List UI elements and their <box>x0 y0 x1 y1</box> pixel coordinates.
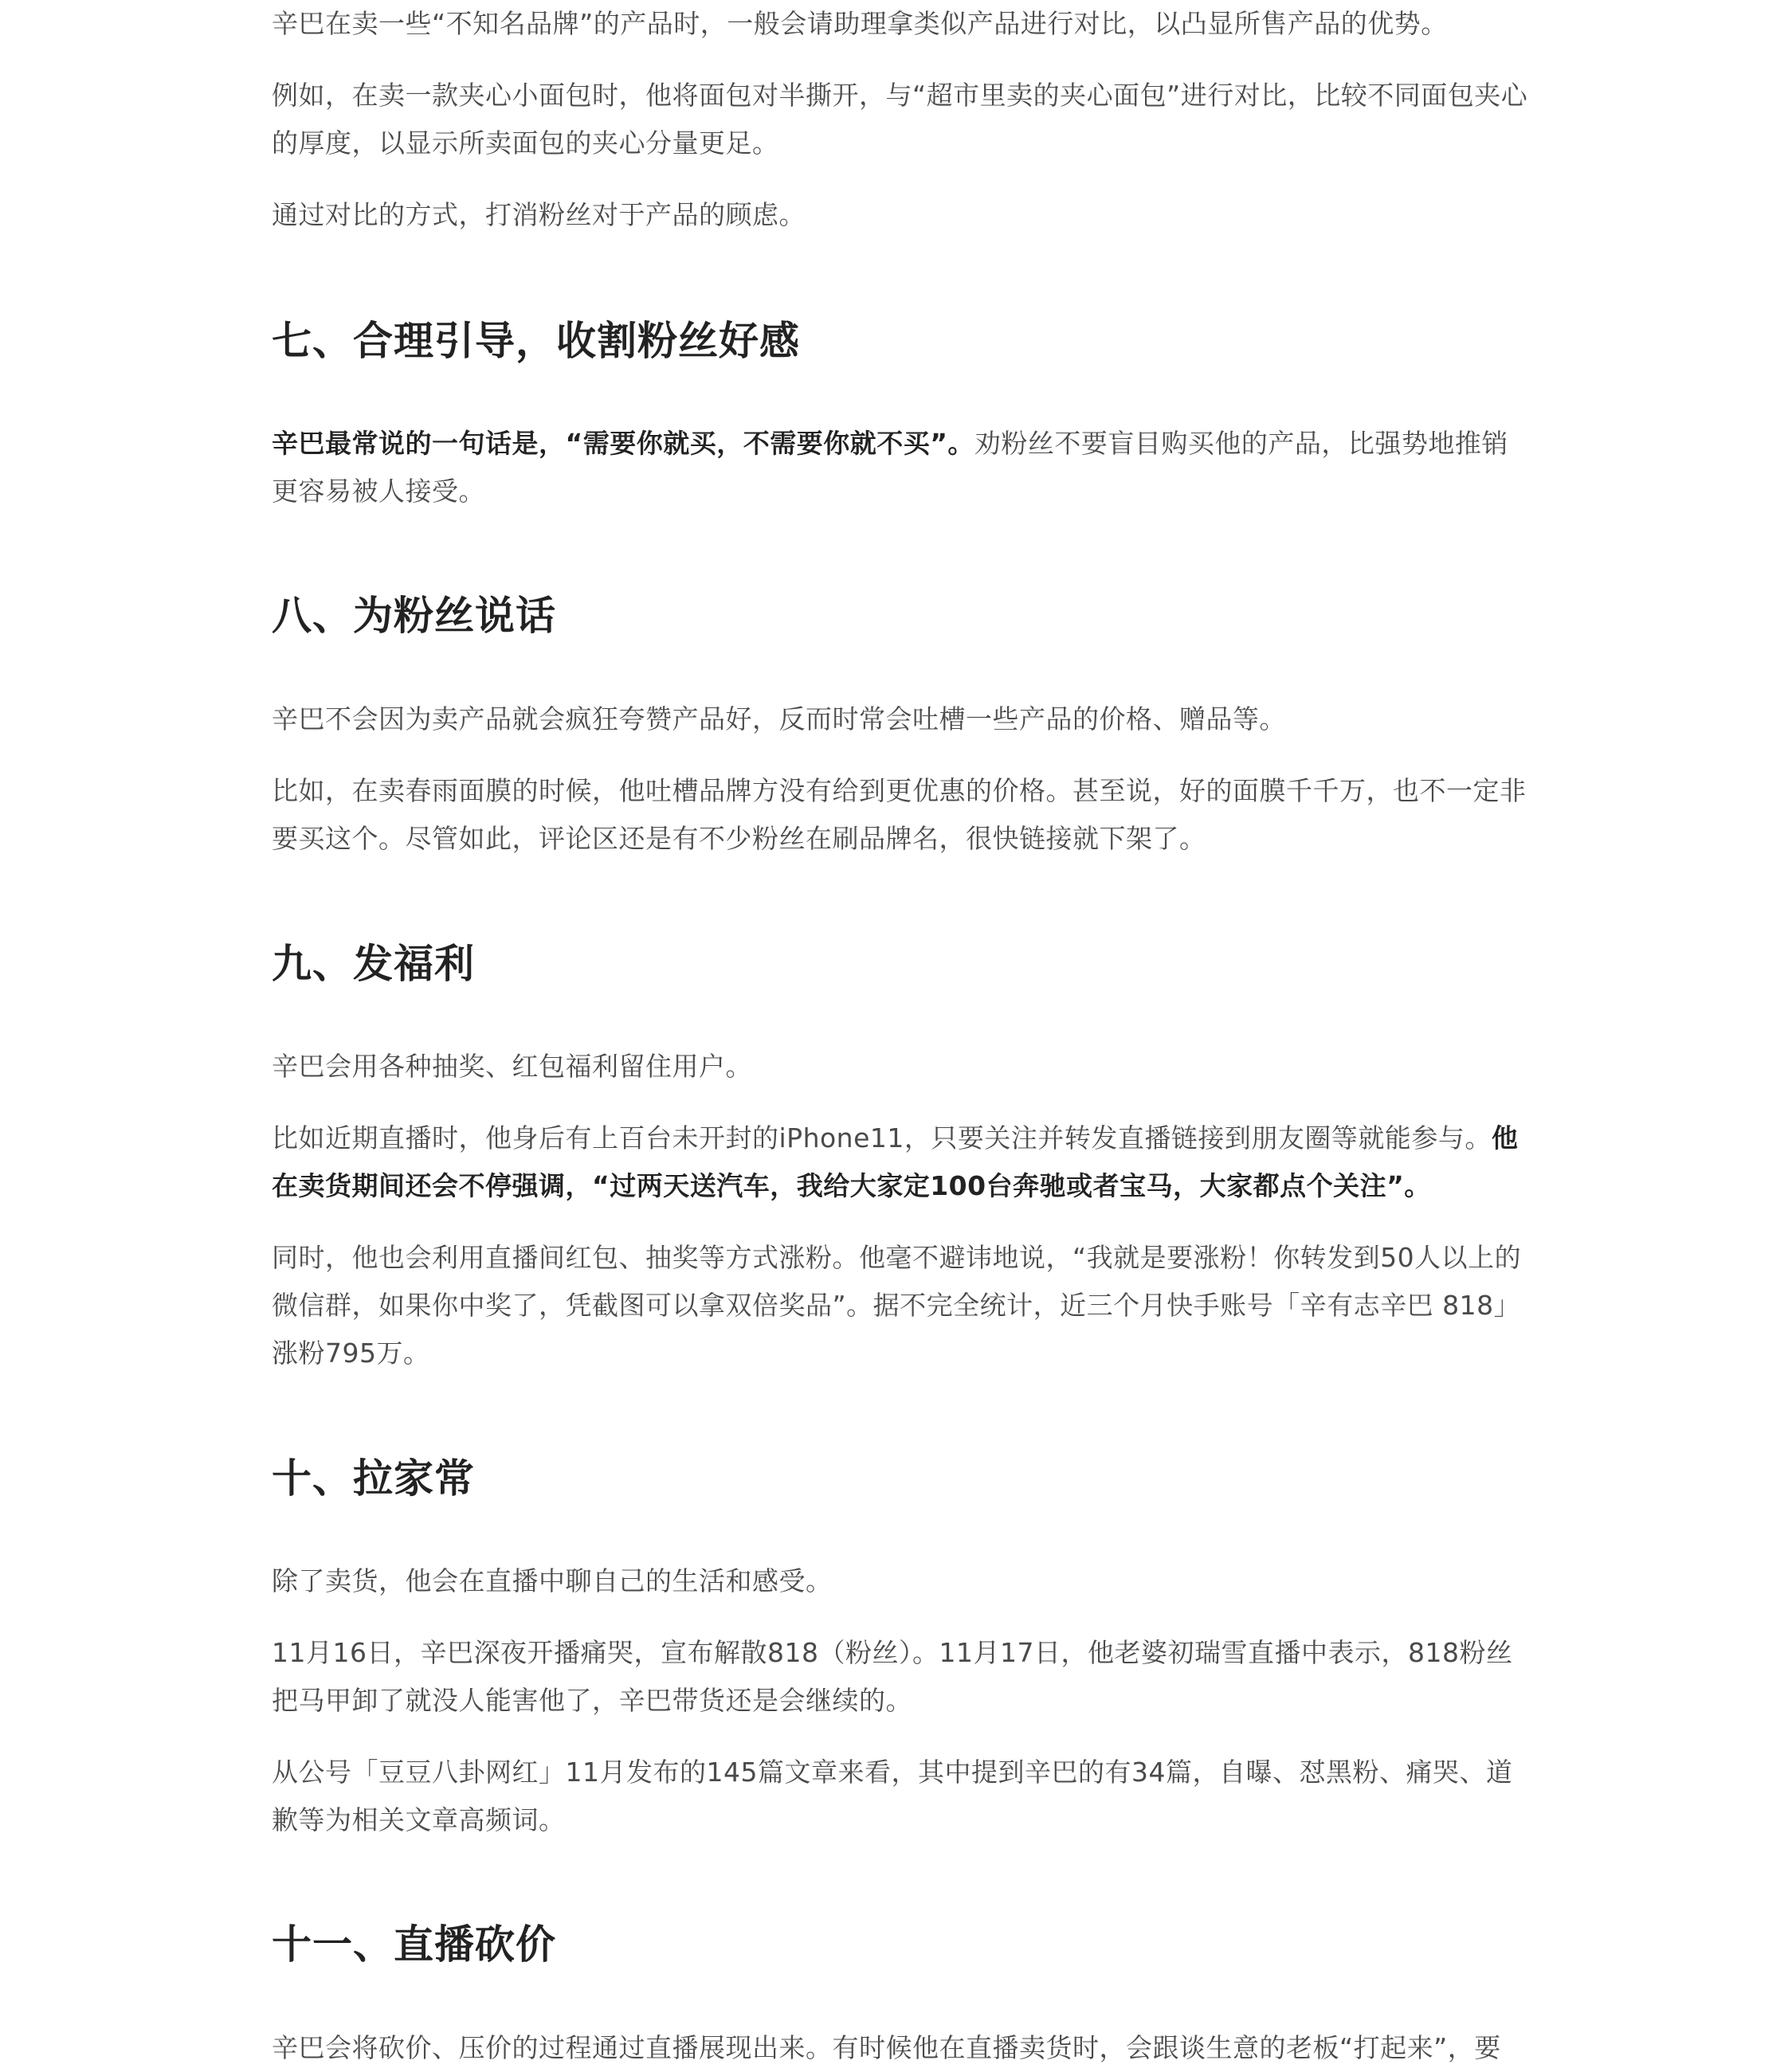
section-heading-9: 九、发福利 <box>272 941 475 987</box>
paragraph: 11月16日，辛巴深夜开播痛哭，宣布解散818（粉丝）。11月17日，他老婆初瑞雪直播中表示，818粉丝把马甲卸了就没人能害他了，辛巴带货还是会继续的。 <box>272 1637 1513 1716</box>
paragraph <box>272 1114 1531 1210</box>
paragraph: 辛巴在卖一些“不知名品牌”的产品时，一般会请助理拿类似产品进行对比，以凸显所售产品的优势。 <box>272 8 1448 39</box>
section-bargaining <box>272 2024 1531 2072</box>
section-heading-8: 八、为粉丝说话 <box>272 593 556 639</box>
quote-bold: 他在卖货期间还会不停强调，“过两天送汽车，我给大家定100台奔驰或者宝马，大家都点个关注”。 <box>272 1122 1519 1201</box>
section-heading-11: 十一、直播砍价 <box>272 1921 556 1968</box>
section-heading-10: 十、拉家常 <box>272 1455 475 1502</box>
section-benefits <box>272 1043 1531 1377</box>
paragraph: 辛巴不会因为卖产品就会疯狂夸赞产品好，反而时常会吐槽一些产品的价格、赠品等。 <box>272 703 1286 734</box>
paragraph: 比如，在卖春雨面膜的时候，他吐槽品牌方没有给到更优惠的价格。甚至说，好的面膜千千万，也不一定非要买这个。尽管如此，评论区还是有不少粉丝在刷品牌名，很快链接就下架了。 <box>272 775 1527 854</box>
section-heading-7: 七、合理引导，收割粉丝好感 <box>272 318 800 364</box>
paragraph: 除了卖货，他会在直播中聊自己的生活和感受。 <box>272 1565 833 1596</box>
section-small-talk <box>272 1557 1531 1844</box>
section-comparison <box>272 0 1531 239</box>
paragraph: 例如，在卖一款夹心小面包时，他将面包对半撕开，与“超市里卖的夹心面包”进行对比，比较不同面包夹心的厚度，以显示所卖面包的夹心分量更足。 <box>272 80 1528 159</box>
section-guidance <box>272 420 1531 515</box>
paragraph <box>272 420 1531 515</box>
paragraph: 通过对比的方式，打消粉丝对于产品的顾虑。 <box>272 199 806 230</box>
section-speak-for-fans <box>272 695 1531 863</box>
paragraph-text: 劝粉丝不要盲目购买他的产品，比强势地推销更容易被人接受。 <box>272 428 1508 507</box>
paragraph: 同时，他也会利用直播间红包、抽奖等方式涨粉。他毫不避讳地说，“我就是要涨粉！你转发到50人以上的微信群，如果你中奖了，凭截图可以拿双倍奖品”。据不完全统计，近三个月快手账号「辛有志辛巴 818」涨粉795万。 <box>272 1242 1522 1369</box>
paragraph-text: 比如近期直播时，他身后有上百台未开封的iPhone11，只要关注并转发直播链接到朋友圈等就能参与。 <box>272 1122 1492 1154</box>
paragraph: 辛巴会用各种抽奖、红包福利留住用户。 <box>272 1051 752 1082</box>
paragraph: 辛巴会将砍价、压价的过程通过直播展现出来。有时候他在直播卖货时，会跟谈生意的老板“打起来”，要 <box>272 2032 1501 2063</box>
paragraph: 从公号「豆豆八卦网红」11月发布的145篇文章来看，其中提到辛巴的有34篇，自曝、怼黑粉、痛哭、道歉等为相关文章高频词。 <box>272 1757 1513 1835</box>
quote-bold: 辛巴最常说的一句话是，“需要你就买，不需要你就不买”。 <box>272 428 974 459</box>
